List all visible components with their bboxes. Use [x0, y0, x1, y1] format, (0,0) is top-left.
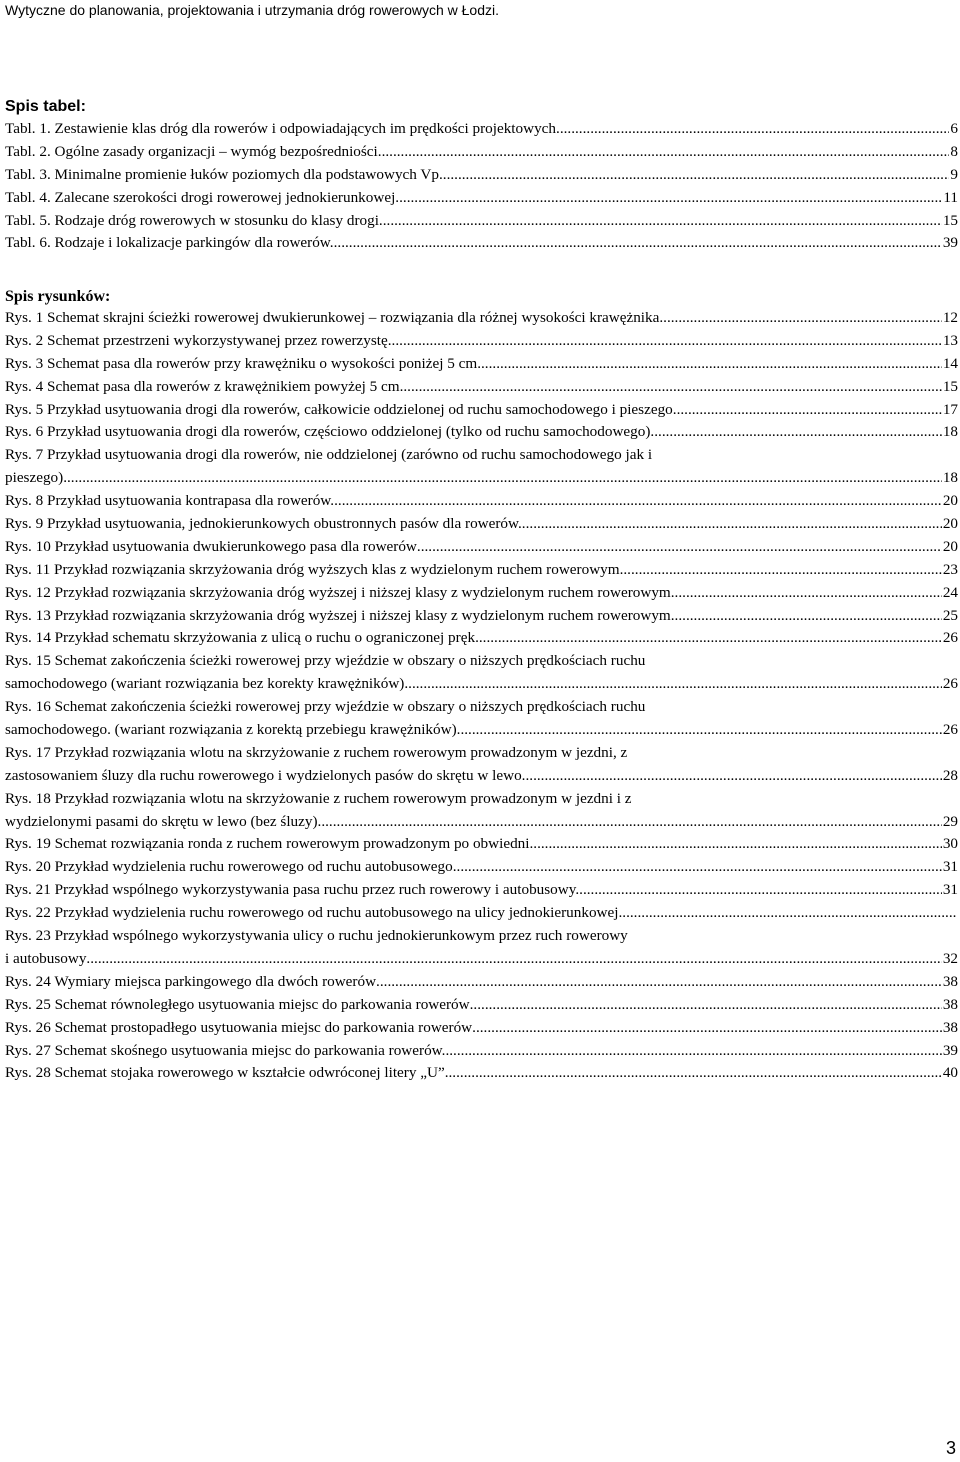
figure-entry[interactable] [5, 902, 958, 925]
toc-line [5, 421, 958, 444]
dot-leader [481, 353, 942, 376]
entry-title: Rys. 20 Przykład wydzielenia ruchu rowerowego od ruchu autobusowego. [5, 858, 457, 876]
toc-line [5, 164, 958, 187]
entry-title: Rys. 15 Schemat zakończenia ścieżki rowerowej przy wjeździe w obszary o niższych prędkościach ruchu [5, 652, 646, 670]
dot-leader [86, 948, 941, 971]
entry-title: Rys. 18 Przykład rozwiązania wlotu na skrzyżowanie z ruchem rowerowym prowadzonym w jezdni i z [5, 789, 632, 807]
dot-leader [392, 330, 942, 353]
entry-page-number: 26 [942, 721, 958, 739]
toc-line [5, 627, 958, 650]
entry-title: Rys. 22 Przykład wydzielenia ruchu rowerowego od ruchu autobusowego na ulicy jednokierunkowej. [5, 904, 623, 922]
toc-line [5, 141, 958, 164]
toc-line [5, 232, 958, 255]
dot-leader [382, 141, 950, 164]
toc-line [5, 696, 958, 719]
entry-page-number: 8 [950, 142, 958, 160]
dot-leader [67, 467, 942, 490]
entry-page-number: 40 [942, 1064, 958, 1082]
list-of-figures [5, 307, 958, 1085]
toc-line [5, 971, 958, 994]
dot-leader [445, 1062, 942, 1085]
figure-entry[interactable] [5, 582, 958, 605]
figure-entry[interactable] [5, 536, 958, 559]
entry-title: Rys. 5 Przykład usytuowania drogi dla rowerów, całkowicie oddzielonej od ruchu samochodowego i pieszego. [5, 400, 677, 418]
entry-page-number: 15 [942, 377, 958, 395]
figure-entry[interactable] [5, 444, 958, 490]
dot-leader [472, 1017, 942, 1040]
toc-line [5, 210, 958, 233]
figure-entry[interactable] [5, 971, 958, 994]
entry-page-number: 17 [942, 400, 958, 418]
dot-leader [525, 765, 941, 788]
toc-line [5, 765, 958, 788]
toc-line [5, 307, 958, 330]
entry-page-number: 20 [942, 515, 958, 533]
dot-leader [675, 605, 942, 628]
figure-entry[interactable] [5, 1017, 958, 1040]
toc-line [5, 811, 958, 834]
figure-entry[interactable] [5, 994, 958, 1017]
toc-line [5, 353, 958, 376]
figure-entry[interactable] [5, 307, 958, 330]
list-of-tables [5, 118, 958, 255]
entry-title: Rys. 26 Schemat prostopadłego usytuowania miejsc do parkowania rowerów [5, 1018, 473, 1036]
entry-title: Rys. 10 Przykład usytuowania dwukierunkowego pasa dla rowerów [5, 537, 417, 555]
entry-title: Rys. 1 Schemat skrajni ścieżki rowerowej dwukierunkowej – rozwiązania dla różnej wysokości krawężnika. [5, 309, 664, 326]
entry-title: pieszego). [5, 469, 67, 487]
toc-line [5, 118, 958, 141]
toc-line [5, 650, 958, 673]
entry-title: Rys. 17 Przykład rozwiązania wlotu na skrzyżowanie z ruchem rowerowym prowadzonym w jezdni, z [5, 743, 628, 761]
list-of-figures-heading: Spis rysunków: [5, 288, 111, 305]
entry-page-number: 38 [942, 972, 958, 990]
entry-title: Rys. 28 Schemat stojaka rowerowego w kształcie odwróconej litery „U” [5, 1064, 445, 1082]
toc-line [5, 673, 958, 696]
figure-entry[interactable] [5, 833, 958, 856]
entry-title: Rys. 19 Schemat rozwiązania ronda z ruchem rowerowym prowadzonym po obwiedni. [5, 835, 534, 853]
entry-page-number: 29 [942, 812, 958, 830]
toc-line [5, 376, 958, 399]
entry-page-number: 12 [942, 309, 958, 326]
toc-line [5, 879, 958, 902]
toc-line [5, 490, 958, 513]
entry-title: Rys. 21 Przykład wspólnego wykorzystywania pasa ruchu przez ruch rowerowy i autobusowy. [5, 881, 580, 899]
dot-leader [383, 210, 942, 233]
dot-leader [475, 627, 942, 650]
toc-line [5, 948, 958, 971]
entry-title: Rys. 6 Przykład usytuowania drogi dla rowerów, częściowo oddzielonej (tylko od ruchu samochodowego). [5, 423, 655, 441]
running-header: Wytyczne do planowania, projektowania i utrzymania dróg rowerowych w Łodzi. [5, 2, 499, 18]
figure-entry[interactable] [5, 742, 958, 788]
figure-entry[interactable] [5, 330, 958, 353]
dot-leader [533, 833, 942, 856]
dot-leader [443, 164, 950, 187]
dot-leader [470, 994, 942, 1017]
figure-entry[interactable] [5, 1062, 958, 1085]
dot-leader [663, 307, 942, 330]
entry-page-number: 15 [942, 211, 958, 229]
toc-line [5, 467, 958, 490]
toc-line [5, 1062, 958, 1085]
figure-entry[interactable] [5, 650, 958, 696]
entry-page-number: 20 [942, 492, 958, 510]
entry-page-number: 26 [942, 629, 958, 647]
toc-line [5, 536, 958, 559]
figure-entry[interactable] [5, 399, 958, 422]
dot-leader [403, 376, 941, 399]
toc-line [5, 513, 958, 536]
figure-entry[interactable] [5, 879, 958, 902]
entry-page-number: 26 [942, 675, 958, 693]
entry-title: samochodowego (wariant rozwiązania bez korekty krawężników) [5, 675, 405, 693]
entry-page-number: 39 [942, 1041, 958, 1059]
entry-title: Rys. 14 Przykład schematu skrzyżowania z ulicą o ruchu o ograniczonej pręk [5, 629, 476, 647]
toc-line [5, 330, 958, 353]
table-entry[interactable] [5, 118, 958, 141]
dot-leader [376, 971, 942, 994]
entry-page-number: 20 [942, 537, 958, 555]
figure-entry[interactable] [5, 513, 958, 536]
entry-title: Rys. 3 Schemat pasa dla rowerów przy krawężniku o wysokości poniżej 5 cm. [5, 354, 481, 372]
entry-title: Rys. 27 Schemat skośnego usytuowania miejsc do parkowania rowerów. [5, 1041, 446, 1059]
entry-title: Rys. 16 Schemat zakończenia ścieżki rowerowej przy wjeździe w obszary o niższych prędkościach ruchu [5, 698, 646, 716]
entry-title: zastosowaniem śluzy dla ruchu rowerowego i wydzielonych pasów do skrętu w lewo. [5, 766, 526, 784]
figure-entry[interactable] [5, 559, 958, 582]
entry-title: Tabl. 4. Zalecane szerokości drogi rowerowej jednokierunkowej. [5, 188, 400, 206]
figure-entry[interactable] [5, 353, 958, 376]
entry-title: Rys. 7 Przykład usytuowania drogi dla rowerów, nie oddzielonej (zarówno od ruchu samochodowego jak i [5, 446, 653, 464]
figure-entry[interactable] [5, 925, 958, 971]
toc-line [5, 1017, 958, 1040]
entry-title: Rys. 9 Przykład usytuowania, jednokierunkowych obustronnych pasów dla rowerów. [5, 515, 522, 533]
entry-title: Rys. 23 Przykład wspólnego wykorzystywania ulicy o ruchu jednokierunkowym przez ruch rowerowy [5, 927, 628, 945]
dot-leader [579, 879, 942, 902]
entry-title: Rys. 13 Przykład rozwiązania skrzyżowania dróg wyższej i niższej klasy z wydzielonym ruchem rowerowym. [5, 606, 675, 624]
entry-page-number: 38 [942, 1018, 958, 1036]
toc-line [5, 742, 958, 765]
figure-entry[interactable] [5, 627, 958, 650]
dot-leader [522, 513, 942, 536]
entry-title: samochodowego. (wariant rozwiązania z korektą przebiegu krawężników) [5, 721, 457, 739]
figure-entry[interactable] [5, 605, 958, 628]
entry-title: Tabl. 2. Ogólne zasady organizacji – wymóg bezpośredniości. [5, 142, 382, 160]
toc-line [5, 582, 958, 605]
entry-page-number: 38 [942, 995, 958, 1013]
toc-line [5, 994, 958, 1017]
toc-line [5, 399, 958, 422]
entry-title: Rys. 24 Wymiary miejsca parkingowego dla dwóch rowerów [5, 972, 377, 990]
dot-leader [334, 490, 942, 513]
dot-leader [677, 399, 942, 422]
dot-leader [623, 559, 941, 582]
figure-entry[interactable] [5, 696, 958, 742]
table-entry[interactable] [5, 164, 958, 187]
entry-title: Rys. 8 Przykład usytuowania kontrapasa dla rowerów. [5, 492, 335, 510]
entry-page-number: 31 [942, 881, 958, 899]
dot-leader [334, 232, 942, 255]
figure-entry[interactable] [5, 788, 958, 834]
dot-leader [457, 719, 942, 742]
entry-title: Tabl. 1. Zestawienie klas dróg dla rowerów i odpowiadających im prędkości projektowych. [5, 120, 560, 137]
figure-entry[interactable] [5, 421, 958, 444]
entry-page-number: 6 [950, 120, 958, 137]
dot-leader [675, 582, 942, 605]
figure-entry[interactable] [5, 1040, 958, 1063]
dot-leader [399, 187, 942, 210]
entry-title: i autobusowy [5, 949, 87, 967]
entry-page-number: 14 [942, 354, 958, 372]
table-entry[interactable] [5, 141, 958, 164]
entry-page-number: 18 [942, 469, 958, 487]
entry-title: wydzielonymi pasami do skrętu w lewo (bez śluzy). [5, 812, 322, 830]
dot-leader [321, 811, 941, 834]
entry-page-number: 30 [942, 835, 958, 853]
page-number: 3 [945, 1438, 956, 1458]
entry-page-number: 31 [942, 858, 958, 876]
entry-title: Tabl. 5. Rodzaje dróg rowerowych w stosunku do klasy drogi. [5, 211, 383, 229]
entry-page-number: 11 [943, 188, 958, 206]
table-entry[interactable] [5, 210, 958, 233]
entry-page-number: 32 [942, 949, 958, 967]
entry-title: Rys. 2 Schemat przestrzeni wykorzystywanej przez rowerzystę. [5, 331, 392, 349]
toc-line [5, 444, 958, 467]
entry-page-number: 9 [950, 165, 958, 183]
figure-entry[interactable] [5, 856, 958, 879]
entry-title: Tabl. 6. Rodzaje i lokalizacje parkingów dla rowerów. [5, 234, 334, 252]
toc-line [5, 856, 958, 879]
entry-page-number: 24 [942, 583, 958, 601]
entry-page-number: 28 [942, 766, 958, 784]
entry-title: Rys. 25 Schemat równoległego usytuowania miejsc do parkowania rowerów [5, 995, 470, 1013]
entry-page-number: 18 [942, 423, 958, 441]
list-of-tables-heading: Spis tabel: [5, 98, 86, 115]
dot-leader [622, 902, 957, 925]
figure-entry[interactable] [5, 490, 958, 513]
entry-page-number: 39 [942, 234, 958, 252]
dot-leader [560, 118, 950, 141]
toc-line [5, 605, 958, 628]
toc-line [5, 559, 958, 582]
dot-leader [404, 673, 941, 696]
toc-line [5, 788, 958, 811]
dot-leader [417, 536, 942, 559]
entry-title: Rys. 12 Przykład rozwiązania skrzyżowania dróg wyższej i niższej klasy z wydzielonym ruchem rowerowym. [5, 583, 675, 601]
entry-title: Rys. 4 Schemat pasa dla rowerów z krawężnikiem powyżej 5 cm. [5, 377, 404, 395]
entry-title: Rys. 11 Przykład rozwiązania skrzyżowania dróg wyższych klas z wydzielonym ruchem rowerowym. [5, 560, 624, 578]
table-entry[interactable] [5, 187, 958, 210]
toc-line [5, 719, 958, 742]
dot-leader [457, 856, 942, 879]
entry-page-number: 25 [942, 606, 958, 624]
table-entry[interactable] [5, 232, 958, 255]
dot-leader [654, 421, 942, 444]
entry-page-number: 13 [942, 331, 958, 349]
toc-line [5, 925, 958, 948]
toc-line [5, 833, 958, 856]
toc-line [5, 187, 958, 210]
entry-page-number: 23 [942, 560, 958, 578]
toc-line [5, 1040, 958, 1063]
dot-leader [445, 1040, 941, 1063]
figure-entry[interactable] [5, 376, 958, 399]
entry-title: Tabl. 3. Minimalne promienie łuków poziomych dla podstawowych Vp. [5, 165, 443, 183]
toc-line [5, 902, 958, 925]
